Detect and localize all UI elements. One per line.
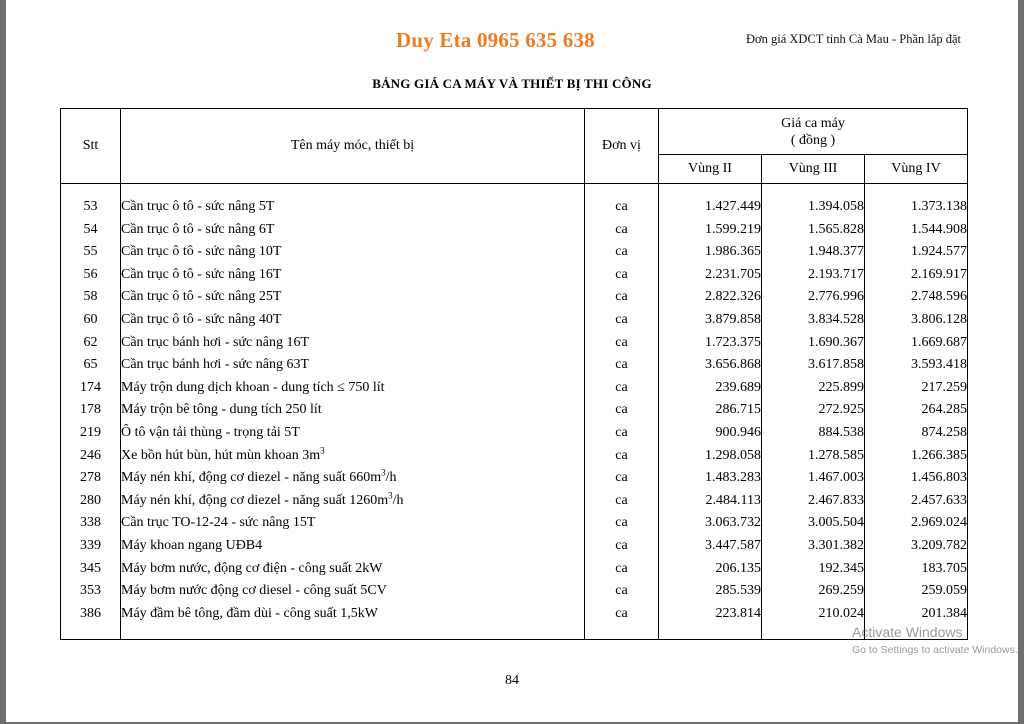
row-price-zone-3: 1.394.058	[762, 184, 865, 219]
row-name-text: Ô tô vận tải thùng - trọng tải 5T	[121, 424, 300, 440]
row-name	[121, 512, 585, 535]
row-name-superscript: 3	[320, 444, 325, 455]
row-unit: ca	[585, 467, 659, 490]
table-row	[61, 264, 968, 287]
row-price-zone-4: 259.059	[865, 580, 968, 603]
row-price-zone-3: 3.834.528	[762, 309, 865, 332]
contact-watermark: Duy Eta 0965 635 638	[396, 28, 595, 52]
row-stt: 345	[61, 558, 121, 581]
header-zone-3: Vùng III	[762, 155, 865, 184]
row-stt: 353	[61, 580, 121, 603]
row-stt: 278	[61, 467, 121, 490]
table-row	[61, 580, 968, 603]
row-price-zone-4: 874.258	[865, 422, 968, 445]
row-name-text: Cần trục ô tô - sức nâng 6T	[121, 221, 275, 237]
row-price-zone-2: 1.298.058	[659, 445, 762, 468]
row-stt: 62	[61, 332, 121, 355]
row-price-zone-3: 3.301.382	[762, 535, 865, 558]
row-price-zone-3: 1.690.367	[762, 332, 865, 355]
row-stt: 55	[61, 241, 121, 264]
header-zone-2: Vùng II	[659, 155, 762, 184]
row-name-text: Máy nén khí, động cơ diezel - năng suất 1260m	[121, 492, 389, 508]
table-row	[61, 286, 968, 309]
row-price-zone-4: 1.456.803	[865, 467, 968, 490]
row-price-zone-3: 2.193.717	[762, 264, 865, 287]
row-name	[121, 241, 585, 264]
table-row	[61, 332, 968, 355]
row-price-zone-2: 286.715	[659, 399, 762, 422]
row-price-zone-2: 1.723.375	[659, 332, 762, 355]
header-price-label: Giá ca máy	[781, 115, 845, 131]
row-name-text: Cần trục ô tô - sức nâng 25T	[121, 289, 282, 305]
row-unit: ca	[585, 377, 659, 400]
row-stt: 386	[61, 603, 121, 640]
row-price-zone-3: 272.925	[762, 399, 865, 422]
row-price-zone-3: 2.467.833	[762, 490, 865, 513]
row-unit: ca	[585, 219, 659, 242]
row-price-zone-3: 884.538	[762, 422, 865, 445]
row-name	[121, 558, 585, 581]
row-price-zone-4: 1.266.385	[865, 445, 968, 468]
row-price-zone-4: 1.544.908	[865, 219, 968, 242]
document-header-caption: Đơn giá XDCT tỉnh Cà Mau - Phần lắp đặt	[746, 32, 962, 46]
header-stt: Stt	[61, 109, 121, 184]
row-unit: ca	[585, 309, 659, 332]
row-stt: 219	[61, 422, 121, 445]
row-price-zone-4: 3.593.418	[865, 354, 968, 377]
table-row	[61, 558, 968, 581]
row-name-text: Cần trục ô tô - sức nâng 40T	[121, 311, 282, 327]
row-price-zone-2: 2.484.113	[659, 490, 762, 513]
row-price-zone-3: 225.899	[762, 377, 865, 400]
row-name-suffix: /h	[385, 470, 397, 486]
table-row	[61, 603, 968, 640]
row-unit: ca	[585, 445, 659, 468]
row-stt: 178	[61, 399, 121, 422]
table-row	[61, 399, 968, 422]
row-price-zone-3: 269.259	[762, 580, 865, 603]
row-name	[121, 490, 585, 513]
row-unit: ca	[585, 558, 659, 581]
row-price-zone-2: 1.427.449	[659, 184, 762, 219]
row-name-text: Máy đầm bê tông, đầm dùi - công suất 1,5kW	[121, 605, 379, 621]
header-zone-4: Vùng IV	[865, 155, 968, 184]
row-unit: ca	[585, 422, 659, 445]
header-price-group	[659, 109, 968, 155]
row-name-text: Xe bồn hút bùn, hút mùn khoan 3m	[121, 447, 321, 463]
row-price-zone-2: 239.689	[659, 377, 762, 400]
row-stt: 65	[61, 354, 121, 377]
row-name	[121, 445, 585, 468]
row-price-zone-4: 3.209.782	[865, 535, 968, 558]
table-row	[61, 241, 968, 264]
row-price-zone-4: 1.924.577	[865, 241, 968, 264]
row-unit: ca	[585, 264, 659, 287]
row-price-zone-2: 206.135	[659, 558, 762, 581]
row-price-zone-2: 223.814	[659, 603, 762, 640]
row-name	[121, 422, 585, 445]
row-price-zone-2: 2.231.705	[659, 264, 762, 287]
row-stt: 246	[61, 445, 121, 468]
row-unit: ca	[585, 354, 659, 377]
row-price-zone-3: 2.776.996	[762, 286, 865, 309]
row-name-text: Cần trục bánh hơi - sức nâng 16T	[121, 334, 310, 350]
activate-windows-title: Activate Windows	[852, 624, 963, 640]
table-row	[61, 535, 968, 558]
row-price-zone-4: 2.457.633	[865, 490, 968, 513]
row-price-zone-2: 3.879.858	[659, 309, 762, 332]
row-name	[121, 603, 585, 640]
row-price-zone-4: 1.669.687	[865, 332, 968, 355]
row-price-zone-4: 217.259	[865, 377, 968, 400]
row-price-zone-3: 1.278.585	[762, 445, 865, 468]
row-price-zone-4: 183.705	[865, 558, 968, 581]
row-name-text: Máy trộn bê tông - dung tích 250 lít	[121, 402, 322, 418]
row-name	[121, 535, 585, 558]
row-unit: ca	[585, 241, 659, 264]
row-unit: ca	[585, 286, 659, 309]
row-stt: 58	[61, 286, 121, 309]
table-row	[61, 467, 968, 490]
header-unit: Đơn vị	[585, 109, 659, 184]
row-name-text: Cần trục ô tô - sức nâng 16T	[121, 266, 282, 282]
row-price-zone-2: 900.946	[659, 422, 762, 445]
row-price-zone-2: 1.483.283	[659, 467, 762, 490]
row-name-suffix: /h	[392, 492, 404, 508]
row-price-zone-4: 1.373.138	[865, 184, 968, 219]
activate-windows-hint[interactable]: Go to Settings to activate Windows.	[852, 644, 1018, 656]
table-row	[61, 184, 968, 219]
row-name-text: Cần trục ô tô - sức nâng 10T	[121, 244, 282, 260]
row-unit: ca	[585, 490, 659, 513]
row-price-zone-3: 192.345	[762, 558, 865, 581]
header-name: Tên máy móc, thiết bị	[121, 109, 585, 184]
row-name	[121, 184, 585, 219]
row-name-text: Máy trộn dung dịch khoan - dung tích ≤ 750 lít	[121, 379, 385, 395]
row-unit: ca	[585, 603, 659, 640]
row-name	[121, 286, 585, 309]
row-name	[121, 332, 585, 355]
row-stt: 56	[61, 264, 121, 287]
table-row	[61, 445, 968, 468]
price-table	[60, 108, 968, 640]
page-number: 84	[505, 673, 519, 688]
row-price-zone-4: 2.969.024	[865, 512, 968, 535]
row-price-zone-3: 3.005.504	[762, 512, 865, 535]
row-name	[121, 399, 585, 422]
row-stt: 280	[61, 490, 121, 513]
row-name-text: Cần trục TO-12-24 - sức nâng 15T	[121, 515, 316, 531]
price-table-body	[61, 184, 968, 640]
row-price-zone-3: 210.024	[762, 603, 865, 640]
row-stt: 339	[61, 535, 121, 558]
table-row	[61, 422, 968, 445]
row-price-zone-4: 264.285	[865, 399, 968, 422]
row-unit: ca	[585, 512, 659, 535]
row-name-text: Cần trục bánh hơi - sức nâng 63T	[121, 357, 310, 373]
table-title: BẢNG GIÁ CA MÁY VÀ THIẾT BỊ THI CÔNG	[372, 76, 652, 91]
row-name-text: Máy khoan ngang UĐB4	[121, 537, 263, 553]
row-price-zone-4: 2.748.596	[865, 286, 968, 309]
row-name	[121, 580, 585, 603]
row-unit: ca	[585, 535, 659, 558]
row-stt: 338	[61, 512, 121, 535]
row-unit: ca	[585, 580, 659, 603]
row-name	[121, 264, 585, 287]
row-price-zone-2: 3.656.868	[659, 354, 762, 377]
row-price-zone-2: 2.822.326	[659, 286, 762, 309]
row-price-zone-2: 1.599.219	[659, 219, 762, 242]
table-row	[61, 377, 968, 400]
row-name-text: Máy nén khí, động cơ diezel - năng suất 660m	[121, 470, 382, 486]
row-name	[121, 219, 585, 242]
document-page	[6, 0, 1018, 722]
row-price-zone-4: 3.806.128	[865, 309, 968, 332]
row-name-text: Máy bơm nước động cơ diesel - công suất 5CV	[121, 583, 387, 599]
row-price-zone-3: 1.948.377	[762, 241, 865, 264]
row-name	[121, 377, 585, 400]
header-price-currency: ( đồng )	[790, 132, 836, 148]
row-name	[121, 309, 585, 332]
row-unit: ca	[585, 399, 659, 422]
row-name-text: Cần trục ô tô - sức nâng 5T	[121, 199, 275, 214]
table-row	[61, 219, 968, 242]
row-price-zone-4: 2.169.917	[865, 264, 968, 287]
table-row	[61, 490, 968, 513]
table-row	[61, 354, 968, 377]
row-stt: 60	[61, 309, 121, 332]
row-name	[121, 467, 585, 490]
row-stt: 174	[61, 377, 121, 400]
row-stt: 54	[61, 219, 121, 242]
row-price-zone-4: 201.384	[865, 603, 968, 640]
row-unit: ca	[585, 332, 659, 355]
row-price-zone-2: 285.539	[659, 580, 762, 603]
row-unit: ca	[585, 184, 659, 219]
row-price-zone-2: 3.063.732	[659, 512, 762, 535]
row-stt: 53	[61, 184, 121, 219]
row-name-superscript: 3	[381, 467, 386, 478]
row-price-zone-3: 1.467.003	[762, 467, 865, 490]
row-price-zone-3: 3.617.858	[762, 354, 865, 377]
table-row	[61, 309, 968, 332]
row-price-zone-2: 1.986.365	[659, 241, 762, 264]
table-row	[61, 512, 968, 535]
row-name-superscript: 3	[388, 490, 393, 501]
row-price-zone-2: 3.447.587	[659, 535, 762, 558]
row-price-zone-3: 1.565.828	[762, 219, 865, 242]
row-name	[121, 354, 585, 377]
row-name-text: Máy bơm nước, động cơ điện - công suất 2kW	[121, 560, 383, 576]
